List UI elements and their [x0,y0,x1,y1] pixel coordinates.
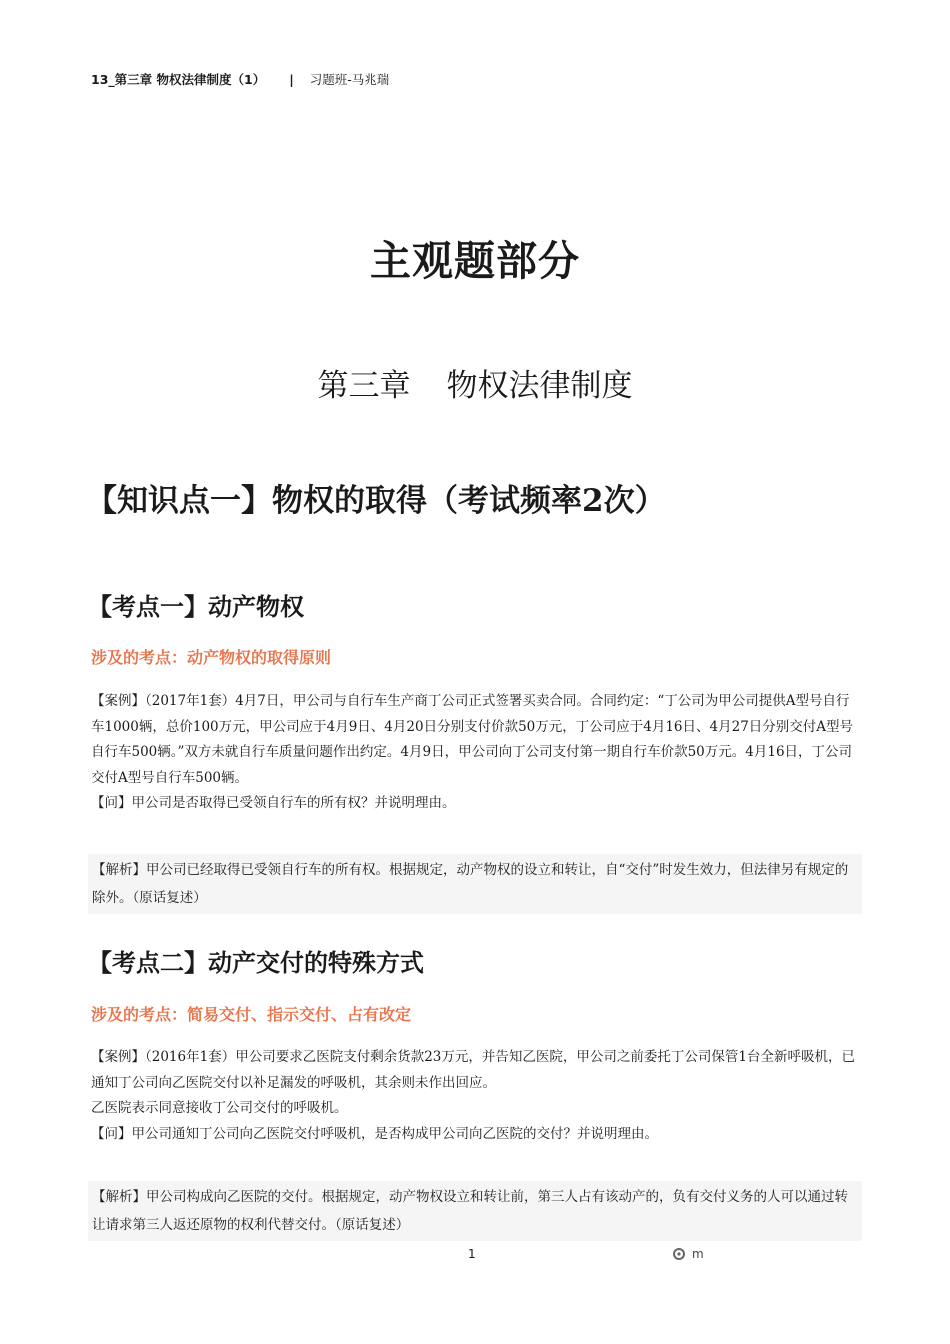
logo-icon [672,1247,686,1261]
analysis-box: 【解析】甲公司构成向乙医院的交付。根据规定，动产物权设立和转让前，第三人占有该动产的，负有交付义务的人可以通过转让请求第三人返还原物的权利代替交付。（原话复述） [88,1181,862,1241]
header-separator: | [289,71,294,87]
involved-points: 涉及的考点：简易交付、指示交付、占有改定 [91,1005,412,1024]
case-block [91,689,863,817]
case-block [91,1045,863,1147]
chapter-name: 物权法律制度 [446,368,633,404]
case-text: 【案例】（2017年1套）4月7日，甲公司与自行车生产商丁公司正式签署买卖合同。合同约定：“丁公司为甲公司提供A型号自行车1000辆，总价100万元，甲公司应于4月9日、4月20日分别支付价款50万元，丁公司应于4月16日、4月27日分别交付A型号自行车500辆。”双方未就自行车质量问题作出约定。4月9日，甲公司向丁公司支付第一期自行车价款50万元。4月16日，丁公司交付A型号自行车500辆。 [91,693,854,786]
page-number: 1 [468,1247,476,1261]
section-title: 【考点二】动产交付的特殊方式 [88,948,424,977]
main-title: 主观题部分 [370,237,580,285]
question-text: 【问】甲公司通知丁公司向乙医院交付呼吸机，是否构成甲公司向乙医院的交付？并说明理由。 [91,1125,658,1142]
question-text: 【问】甲公司是否取得已受领自行车的所有权？并说明理由。 [91,795,456,811]
chapter-number: 第三章 [317,368,411,404]
case-text: 【案例】（2016年1套）甲公司要求乙医院支付剩余货款23万元，并告知乙医院，甲公司之前委托丁公司保管1台全新呼吸机，已通知丁公司向乙医院交付以补足漏发的呼吸机，其余则未作出回应。 [91,1049,855,1091]
header-title: 13_第三章 物权法律制度（1） [91,72,266,87]
header-subtitle: 习题班-马兆瑞 [309,72,390,87]
knowledge-point-title: 【知识点一】物权的取得（考试频率2次） [86,483,666,519]
section-title: 【考点一】动产物权 [88,592,304,621]
brand-logo [672,1247,704,1261]
logo-text: m [692,1247,704,1261]
involved-points: 涉及的考点：动产物权的取得原则 [91,648,332,667]
case-text: 乙医院表示同意接收丁公司交付的呼吸机。 [91,1100,348,1116]
analysis-box: 【解析】甲公司已经取得已受领自行车的所有权。根据规定，动产物权的设立和转让，自“交付”时发生效力，但法律另有规定的除外。（原话复述） [88,854,862,914]
page-header [91,70,389,88]
chapter-title [0,360,950,405]
